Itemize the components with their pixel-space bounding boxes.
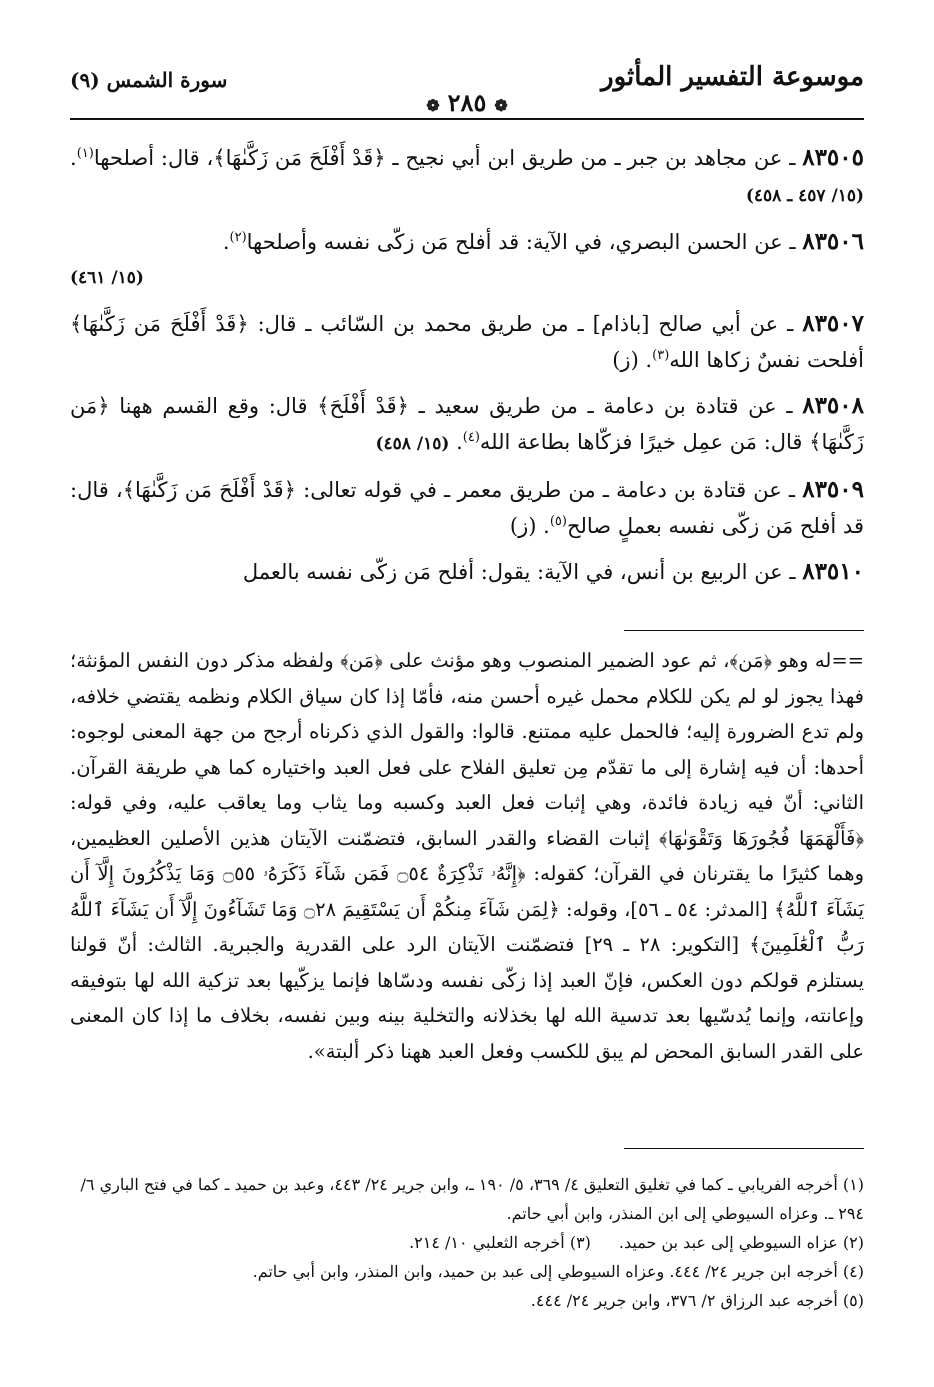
book-title: موسوعة التفسير المأثور xyxy=(601,62,864,92)
source-reference: (١٥/ ٤٥٨) xyxy=(375,434,450,454)
footnote-row xyxy=(70,1228,864,1257)
footnote-ref[interactable]: (٤) xyxy=(462,430,480,445)
narration-entry xyxy=(70,224,864,296)
narration-number: ٨٣٥٠٦ xyxy=(802,228,864,255)
commentary-text: له وهو ﴿مَن﴾، ثم عود الضمير المنصوب وهو مؤنث على ﴿مَن﴾ ولفظه مذكر دون النفس المؤنثة؛ فهذا يجوز لو لم يكن للكلام محمل غيره أحسن منه، فأمّا إذا كان سياق الكلام ونظمه يقتضي خلافه، ولم تدع الضرورة إليه؛ فالحمل عليه ممتنع. قالوا: والقول الذي ذكرناه أرجح من جهة المعنى لوجوه: أحدها: أن فيه إشارة إلى ما تقدّم مِن تعليق الفلاح على فعل العبد واختياره كما هي طريقة القرآن. الثاني: أنّ فيه زيادة فائدة، وهي إثبات فعل العبد وكسبه وما يثاب وما يعاقب عليه، وفي قوله: ﴿فَأَلْهَمَهَا فُجُورَهَا وَتَقْوَىٰهَا﴾ إثبات القضاء والقدر السابق، فتضمّنت الآيتان هذين الأصلين العظيمين، وهما كثيرًا ما يقترنان في القرآن؛ كقوله: ﴿إِنَّهُۥ تَذْكِرَةٌ ۝٥٤ فَمَن شَآءَ ذَكَرَهُۥ ۝٥٥ وَمَا يَذْكُرُونَ إِلَّآ أَن يَشَآءَ ٱللَّهُ﴾ [المدثر: ٥٤ ـ ٥٦]، وقوله: ﴿لِمَن شَآءَ مِنكُمْ أَن يَسْتَقِيمَ ۝٢٨ وَمَا تَشَآءُونَ إِلَّآ أَن يَشَآءَ ٱللَّهُ رَبُّ ٱلْعَٰلَمِينَ﴾ [التكوير: ٢٨ ـ ٢٩] فتضمّنت الآيتان الرد على القدرية والجبرية. الثالث: أنّ قولنا يستلزم قولكم دون العكس، فإنّ العبد إذا زكّى نفسه ودسّاها فإنما يزكّيها بعد تزكية الله لها بتوفيقه وإعانته، وإنما يُدسّيها بعد تدسية الله لها بخذلانه والتخلية بينه وبين نفسه، بخلاف ما إذا كان المعنى على القدر السابق المحض لم يبق للكسب وفعل العبد ههنا ذكر ألبتة». xyxy=(70,649,864,1063)
narration-entry xyxy=(70,140,864,214)
narration-entry xyxy=(70,554,864,590)
narration-number: ٨٣٥٠٩ xyxy=(802,476,864,503)
narration-text: ـ عن قتادة بن دعامة ـ من طريق سعيد ـ ﴿قَدْ أَفْلَحَ﴾ قال: وقع القسم ههنا ﴿مَن زَكَّىٰهَا﴾ قال: مَن عمِل خيرًا فزكّاها بطاعة الله xyxy=(70,394,864,454)
narration-text: ـ عن مجاهد بن جبر ـ من طريق ابن أبي نجيح ـ ﴿قَدْ أَفْلَحَ مَن زَكَّىٰهَا﴾، قال: أصلحها xyxy=(93,146,803,170)
footnote-item: (٢) عزاه السيوطي إلى عبد بن حميد. xyxy=(618,1233,864,1252)
narration-text: ـ عن أبي صالح [باذام] ـ من طريق محمد بن السّائب ـ قال: ﴿قَدْ أَفْلَحَ مَن زَكَّىٰهَا﴾ أفلحت نفسٌ زكاها الله xyxy=(70,312,864,372)
narration-number: ٨٣٥١٠ xyxy=(802,558,864,585)
narration-tail: . xyxy=(456,430,463,454)
ornament-icon: ❁ xyxy=(494,96,508,115)
page-number-block xyxy=(70,88,864,117)
continuation-mark: == xyxy=(831,649,864,672)
footnote-item: (١) أخرجه الفريابي ـ كما في تغليق التعليق ٤/ ٣٦٩، ٥/ ١٩٠ ـ، وابن جرير ٢٤/ ٤٤٣، وعبد بن حميد ـ كما في فتح الباري ٦/ ٢٩٤ ـ. وعزاه السيوطي إلى ابن المنذر، وابن أبي حاتم. xyxy=(80,1175,864,1223)
source-reference: (١٥/ ٤٦١) xyxy=(70,268,144,288)
narrations xyxy=(70,140,864,600)
commentary-block xyxy=(70,643,864,1069)
header-rule xyxy=(70,118,864,120)
narration-text: ـ عن الربيع بن أنس، في الآية: يقول: أفلح مَن زكّى نفسه بالعمل xyxy=(242,560,803,584)
footnote-ref[interactable]: (٢) xyxy=(229,230,247,245)
narration-text: ـ عن الحسن البصري، في الآية: قد أفلح مَن زكّى نفسه وأصلحها xyxy=(246,230,803,254)
narration-number: ٨٣٥٠٧ xyxy=(802,310,864,337)
footnote-ref[interactable]: (٣) xyxy=(652,348,670,363)
ornament-icon: ❁ xyxy=(426,96,440,115)
narration-tail: . xyxy=(222,230,230,254)
narration-number: ٨٣٥٠٥ xyxy=(802,144,864,171)
narration-text: ـ عن قتادة بن دعامة ـ من طريق معمر ـ في قوله تعالى: ﴿قَدْ أَفْلَحَ مَن زَكَّىٰهَا﴾، قال: قد أفلح مَن زكّى نفسه بعملٍ صالح xyxy=(70,478,864,538)
narration-entry xyxy=(70,388,864,462)
source-reference: (١٥/ ٤٥٧ ـ ٤٥٨) xyxy=(745,186,864,206)
footnote-ref[interactable]: (١) xyxy=(76,146,94,161)
footnote-item: (٤) أخرجه ابن جرير ٢٤/ ٤٤٤. وعزاه السيوطي إلى عبد بن حميد، وابن المنذر، وابن أبي حاتم. xyxy=(252,1262,864,1281)
page-header xyxy=(70,58,864,118)
narration-number: ٨٣٥٠٨ xyxy=(802,392,864,419)
narration-tail: . xyxy=(70,146,77,170)
footnotes xyxy=(70,1170,864,1315)
page-number: ٢٨٥ xyxy=(447,88,487,117)
footnotes-separator xyxy=(624,1148,864,1149)
footnote-item: (٥) أخرجه عبد الرزاق ٢/ ٣٧٦، وابن جرير ٢٤/ ٤٤٤. xyxy=(530,1291,864,1310)
narration-tail: . (ز) xyxy=(612,348,653,372)
surah-title: سورة الشمس (٩) xyxy=(70,68,228,92)
footnote-ref[interactable]: (٥) xyxy=(549,514,567,529)
commentary-separator xyxy=(624,630,864,631)
footnote-item: (٣) أخرجه الثعلبي ١٠/ ٢١٤. xyxy=(409,1233,591,1252)
narration-entry xyxy=(70,306,864,378)
narration-tail: . (ز) xyxy=(509,514,550,538)
narration-entry xyxy=(70,472,864,544)
